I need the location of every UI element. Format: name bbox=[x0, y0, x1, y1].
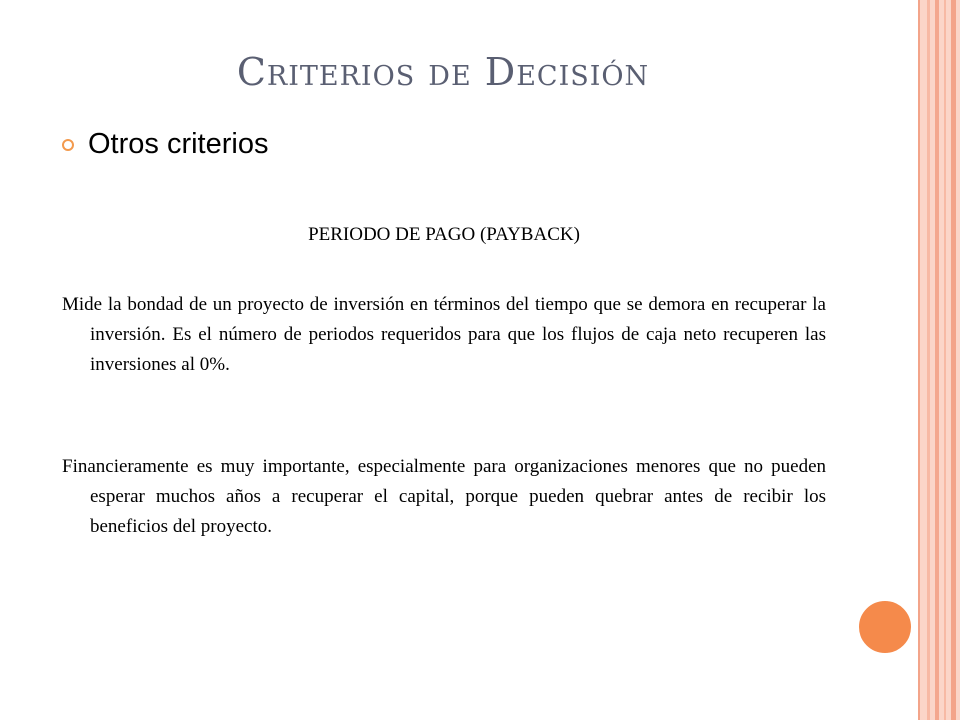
slide-title: Criterios de Decisión bbox=[236, 50, 650, 94]
section-subheading: PERIODO DE PAGO (PAYBACK) bbox=[308, 224, 580, 245]
bullet-circle-icon bbox=[62, 139, 74, 151]
decorative-stripe bbox=[935, 0, 939, 720]
bullet-text: Otros criterios bbox=[88, 128, 269, 160]
paragraph-importance: Financieramente es muy importante, especialmente para organizaciones menores que no pueden esperar muchos años a recuperar el capital, porque pueden quebrar antes de recibir los beneficios del proyecto. bbox=[62, 456, 826, 537]
decorative-stripe bbox=[927, 0, 930, 720]
decorative-stripe bbox=[918, 0, 920, 720]
decorative-stripe bbox=[944, 0, 946, 720]
decorative-stripe bbox=[951, 0, 956, 720]
bullet-item bbox=[62, 128, 268, 161]
decorative-circle bbox=[856, 598, 914, 656]
paragraph-definition: Mide la bondad de un proyecto de inversión en términos del tiempo que se demora en recuperar la inversión. Es el número de periodos requeridos para que los flujos de caja neto recuperen las inversiones al 0%. bbox=[62, 294, 826, 375]
